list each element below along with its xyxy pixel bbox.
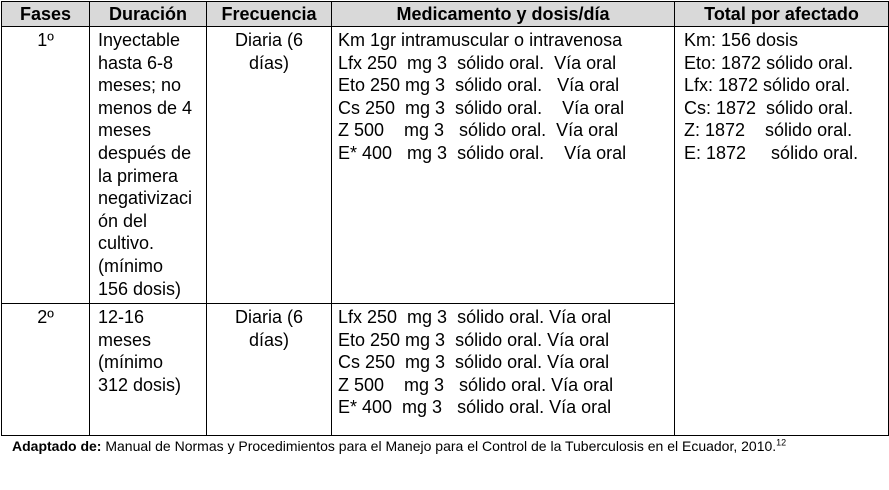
frecuencia-cell <box>207 304 332 436</box>
text-line: Cs: 1872 sólido oral. <box>684 97 854 118</box>
footnote-ref: 12 <box>776 437 787 448</box>
text-line: cultivo. <box>98 233 155 254</box>
text-line: Km: 156 dosis <box>684 30 799 50</box>
text-line: Eto 250 mg 3 sólido oral. Vía oral <box>338 329 610 350</box>
text-line: ón del <box>98 210 148 231</box>
text-line: Lfx: 1872 sólido oral. <box>684 75 851 96</box>
table-row-fase-1 <box>2 27 889 304</box>
text-line: Z 500 mg 3 sólido oral. Vía oral <box>338 374 614 395</box>
text-line: Z 500 mg 3 sólido oral. Vía oral <box>338 120 619 141</box>
text-line: 12-16 <box>98 307 145 327</box>
text-line: E* 400 mg 3 sólido oral. Vía oral <box>338 397 612 418</box>
text-line: después de <box>98 142 192 163</box>
text-line: días) <box>248 52 290 73</box>
text-line: (mínimo <box>98 352 164 373</box>
text-line: Cs 250 mg 3 sólido oral. Vía oral <box>338 97 625 118</box>
text-line: Diaria (6 <box>234 30 304 50</box>
text-line: meses; no <box>98 75 182 96</box>
text-line: Inyectable <box>98 30 181 50</box>
footnote-label: Adaptado de: <box>12 438 102 454</box>
frecuencia-lines <box>211 29 327 74</box>
text-line: hasta 6-8 <box>98 52 174 73</box>
text-line: la primera <box>98 165 179 186</box>
source-footnote <box>12 438 882 455</box>
text-line: meses <box>98 120 152 141</box>
fase-cell: 2º <box>2 304 90 436</box>
text-line: negativizaci <box>98 188 193 209</box>
medicamento-lines <box>338 29 670 165</box>
frecuencia-lines <box>211 306 327 351</box>
text-line: menos de 4 <box>98 97 193 118</box>
header-total: Total por afectado <box>675 2 889 27</box>
frecuencia-cell <box>207 27 332 304</box>
text-line: Cs 250 mg 3 sólido oral. Vía oral <box>338 352 610 373</box>
header-medicamento: Medicamento y dosis/día <box>332 2 675 27</box>
footnote-text: Manual de Normas y Procedimientos para el Manejo para el Control de la Tuberculosis en el Ecuador, 2010. <box>101 438 777 454</box>
text-line: 156 dosis) <box>98 278 182 299</box>
text-line: Km 1gr intramuscular o intravenosa <box>338 30 623 50</box>
text-line: E* 400 mg 3 sólido oral. Vía oral <box>338 142 627 163</box>
text-line: Lfx 250 mg 3 sólido oral. Vía oral <box>338 52 617 73</box>
header-row <box>2 2 889 27</box>
text-line: días) <box>248 329 290 350</box>
header-frecuencia: Frecuencia <box>207 2 332 27</box>
medicamento-lines <box>338 306 670 419</box>
text-line: Eto: 1872 sólido oral. <box>684 52 854 73</box>
duracion-cell <box>90 304 207 436</box>
duracion-cell <box>90 27 207 304</box>
total-lines <box>684 29 884 165</box>
text-line: E: 1872 sólido oral. <box>684 142 859 163</box>
text-line: Eto 250 mg 3 sólido oral. Vía oral <box>338 75 620 96</box>
total-cell <box>675 27 889 436</box>
text-line: Lfx 250 mg 3 sólido oral. Vía oral <box>338 307 612 327</box>
treatment-table <box>1 1 889 436</box>
header-fases: Fases <box>2 2 90 27</box>
text-line: meses <box>98 329 152 350</box>
text-line: (mínimo <box>98 255 164 276</box>
header-duracion: Duración <box>90 2 207 27</box>
medicamento-cell <box>332 304 675 436</box>
fase-cell: 1º <box>2 27 90 304</box>
text-line: 312 dosis) <box>98 374 182 395</box>
medicamento-cell <box>332 27 675 304</box>
text-line: Diaria (6 <box>234 307 304 327</box>
duracion-lines <box>98 29 202 300</box>
duracion-lines <box>98 306 202 396</box>
text-line: Z: 1872 sólido oral. <box>684 120 853 141</box>
